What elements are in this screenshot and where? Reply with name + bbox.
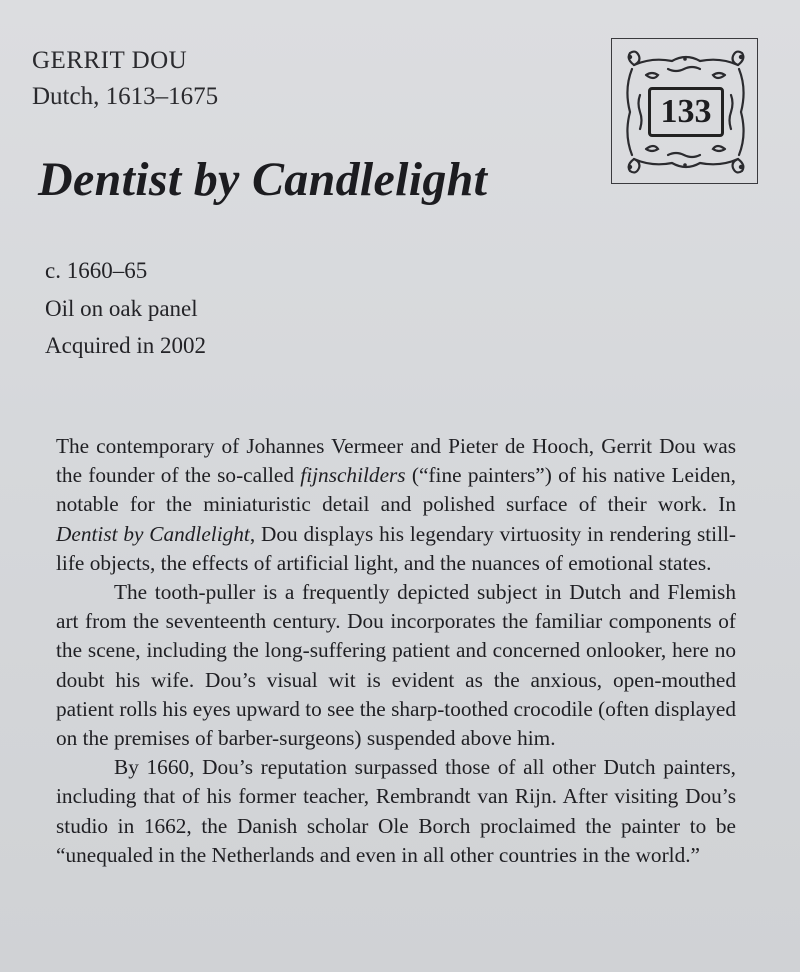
term-fijnschilders: fijnschilders bbox=[300, 463, 406, 488]
catalog-number: 133 bbox=[648, 87, 724, 137]
description-paragraph-3: By 1660, Dou’s reputation surpassed those of all other Dutch painters, including that of his former teacher, Rembrandt van Rijn. After visiting Dou’s studio in 1662, the Danish scholar Ole Borch proclaimed the painter to be “unequaled in the Netherlands and even in all other countries in the world.” bbox=[56, 755, 736, 867]
artwork-title: Dentist by Candlelight bbox=[38, 153, 488, 206]
paragraph-1-text-b: (“fine painters”) of his native Leiden, notable for the miniaturistic detail and polished surface of their work. In bbox=[56, 463, 736, 517]
description bbox=[56, 432, 736, 870]
description-paragraph-2: The tooth-puller is a frequently depicted subject in Dutch and Flemish art from the seventeenth century. Dou incorporates the familiar components of the scene, including the long-suffering patient and concerned onlooker, here no doubt his wife. Dou’s visual wit is evident as the anxious, open-mouthed patient rolls his eyes upward to see the sharp-toothed crocodile (often displayed on the premises of barber-surgeons) suspended above him. bbox=[56, 580, 736, 751]
artwork-date: c. 1660–65 bbox=[45, 258, 148, 283]
description-paragraph-1 bbox=[56, 432, 736, 578]
artwork-medium: Oil on oak panel bbox=[45, 296, 198, 321]
paragraph-1-text-c: , Dou displays his legendary virtuosity in rendering still-life objects, the effects of artificial light, and the nuances of emotional states. bbox=[56, 521, 736, 575]
paragraph-1-text-a: The contemporary of Johannes Vermeer and Pieter de Hooch, Gerrit Dou was the founder of the so-called bbox=[56, 434, 736, 488]
catalog-number-box bbox=[611, 38, 758, 184]
artist-nationality-dates: Dutch, 1613–1675 bbox=[32, 83, 219, 110]
title-reference: Dentist by Candlelight bbox=[56, 521, 250, 546]
artwork-acquisition: Acquired in 2002 bbox=[45, 333, 206, 358]
artist-name: GERRIT DOU bbox=[32, 47, 188, 74]
